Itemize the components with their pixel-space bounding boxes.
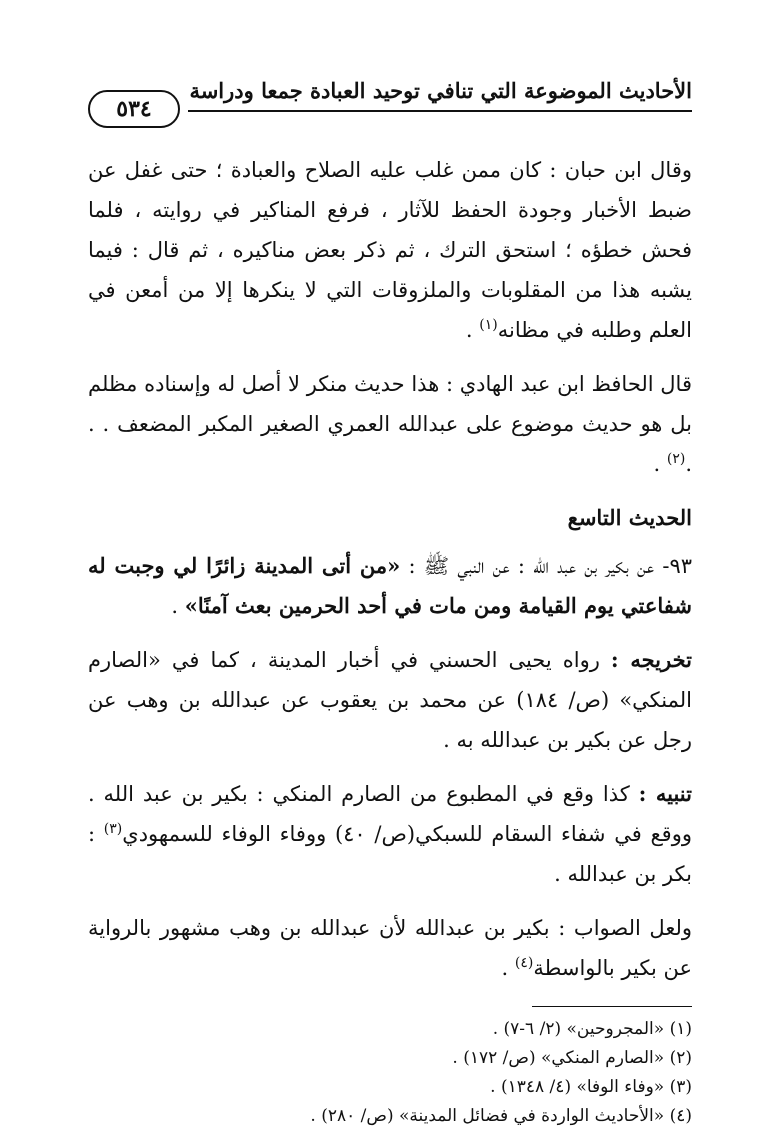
page-number: ٥٣٤	[88, 90, 180, 128]
paragraph-text: قال الحافظ ابن عبد الهادي : هذا حديث منكر لا أصل له وإسناده مظلم بل هو حديث موضوع على عبدالله العمري الصغير المكبر المضعف . . .	[88, 372, 692, 476]
footnote-separator	[532, 1006, 692, 1007]
paragraph-end: .	[501, 956, 515, 980]
header-rule	[188, 110, 692, 112]
page-header	[88, 70, 692, 126]
footnote-1: (١) «المجروحين» (٢/ ٦-٧) .	[492, 1019, 692, 1039]
paragraph-end: .	[465, 318, 480, 342]
tanbih-label: تنبيه :	[638, 781, 692, 806]
takhrij-label: تخريجه :	[610, 647, 692, 672]
tanbih-text: كذا وقع في المطبوع من الصارم المنكي : بكير بن عبد الله . ووقع في شفاء السقام للسبكي(ص/ ٤٠) ووفاء الوفاء للسمهودي	[88, 782, 692, 846]
conclusion-paragraph	[88, 908, 692, 988]
section-title: الحديث التاسع	[567, 505, 692, 530]
hadith-number: ٩٣- عن بكير بن عبد الله : عن النبي ﷺ :	[400, 554, 692, 578]
running-title: الأحاديث الموضوعة التي تنافي توحيد العبادة جمعا ودراسة	[189, 78, 692, 103]
paragraph-text: وقال ابن حبان : كان ممن غلب عليه الصلاح والعبادة ؛ حتى غفل عن ضبط الأخبار وجودة الحفظ للآثار ، فرفع المناكير في روايته ، فلما فحش خطؤه ؛ استحق الترك ، ثم ذكر بعض مناكيره ، ثم قال : فيما يشبه هذا من المقلوبات والملزوقات التي لا ينكرها إلا من أمعن في العلم وطلبه في مظانه	[88, 158, 692, 342]
footnote-ref-2: (٢)	[666, 451, 686, 467]
footnote-4: (٤) «الأحاديث الواردة في فضائل المدينة» (ص/ ٢٨٠) .	[310, 1106, 692, 1126]
paragraph-ibn-abd-alhadi	[88, 364, 692, 484]
footnote-3: (٣) «وفاء الوفا» (٤/ ١٣٤٨) .	[490, 1077, 692, 1097]
paragraph-end: .	[653, 452, 667, 476]
footnote-ref-4: (٤)	[514, 955, 534, 971]
tanbih-paragraph	[88, 774, 692, 894]
footnote-2: (٢) «الصارم المنكي» (ص/ ١٧٢) .	[452, 1048, 692, 1068]
hadith-text: «من أتى المدينة زائرًا لي وجبت له شفاعتي يوم القيامة ومن مات في أحد الحرمين بعث آمنًا»	[88, 553, 692, 618]
page	[88, 70, 692, 1131]
takhrij-text: رواه يحيى الحسني في أخبار المدينة ، كما في «الصارم المنكي» (ص/ ١٨٤) عن محمد بن يعقوب عن عبدالله بن وهب عن رجل عن بكير بن عبدالله به .	[88, 648, 692, 752]
tanbih-end: : بكر بن عبدالله .	[88, 822, 692, 886]
footnote-ref-3: (٣)	[103, 821, 123, 837]
paragraph-end: .	[171, 594, 185, 618]
footnotes	[88, 1015, 692, 1131]
takhrij-paragraph	[88, 640, 692, 760]
paragraph-text: ولعل الصواب : بكير بن عبدالله لأن عبدالله بن وهب مشهور بالرواية عن بكير بالواسطة	[88, 916, 692, 980]
paragraph-ibn-hibban	[88, 150, 692, 350]
footnote-ref-1: (١)	[479, 317, 498, 333]
hadith-paragraph	[88, 546, 692, 626]
page-content	[88, 150, 692, 1131]
